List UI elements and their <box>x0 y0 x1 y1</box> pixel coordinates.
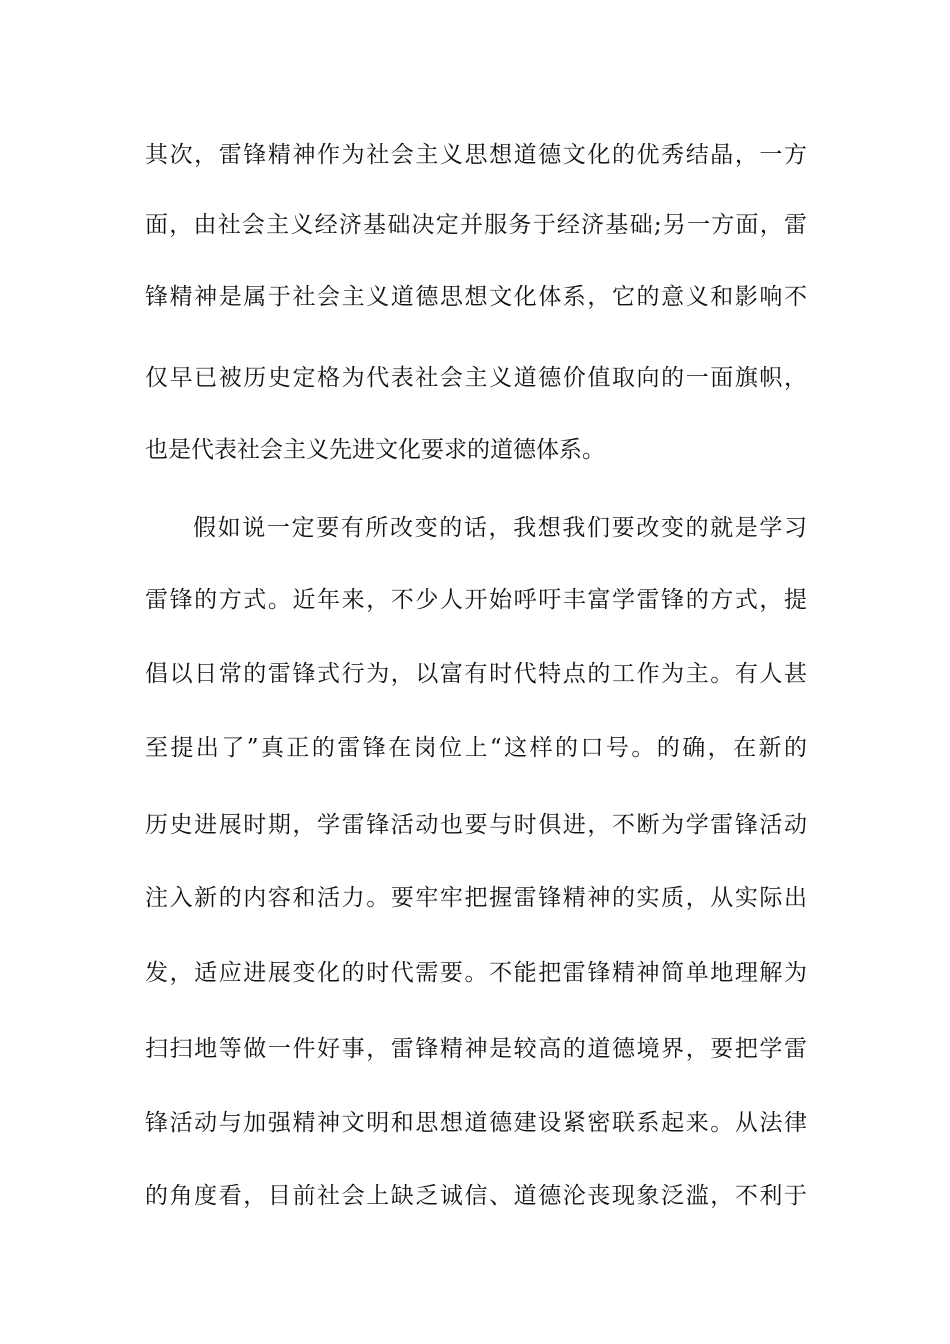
paragraph-line: 注入新的内容和活力。要牢牢把握雷锋精神的实质，从实际出 <box>145 885 807 911</box>
paragraph-line: 假如说一定要有所改变的话，我想我们要改变的就是学习 <box>193 515 807 541</box>
paragraph-line: 历史进展时期，学雷锋活动也要与时俱进，不断为学雷锋活动 <box>145 812 807 838</box>
paragraph-line: 扫扫地等做一件好事，雷锋精神是较高的道德境界，要把学雷 <box>145 1036 807 1062</box>
paragraph-line: 的角度看，目前社会上缺乏诚信、道德沦丧现象泛滥，不利于 <box>145 1183 807 1209</box>
paragraph-line: 也是代表社会主义先进文化要求的道德体系。 <box>145 437 605 463</box>
paragraph-line: 至提出了”真正的雷锋在岗位上“这样的口号。的确，在新的 <box>145 735 807 761</box>
paragraph-line: 面，由社会主义经济基础决定并服务于经济基础;另一方面，雷 <box>145 212 807 238</box>
paragraph-line: 其次，雷锋精神作为社会主义思想道德文化的优秀结晶，一方 <box>145 142 807 168</box>
paragraph-line: 锋精神是属于社会主义道德思想文化体系，它的意义和影响不 <box>145 284 807 310</box>
paragraph-line: 锋活动与加强精神文明和思想道德建设紧密联系起来。从法律 <box>145 1110 807 1136</box>
paragraph-line: 倡以日常的雷锋式行为，以富有时代特点的工作为主。有人甚 <box>145 661 807 687</box>
paragraph-line: 仅早已被历史定格为代表社会主义道德价值取向的一面旗帜， <box>145 365 807 391</box>
paragraph-line: 雷锋的方式。近年来，不少人开始呼吁丰富学雷锋的方式，提 <box>145 587 807 613</box>
paragraph-line: 发，适应进展变化的时代需要。不能把雷锋精神简单地理解为 <box>145 960 807 986</box>
